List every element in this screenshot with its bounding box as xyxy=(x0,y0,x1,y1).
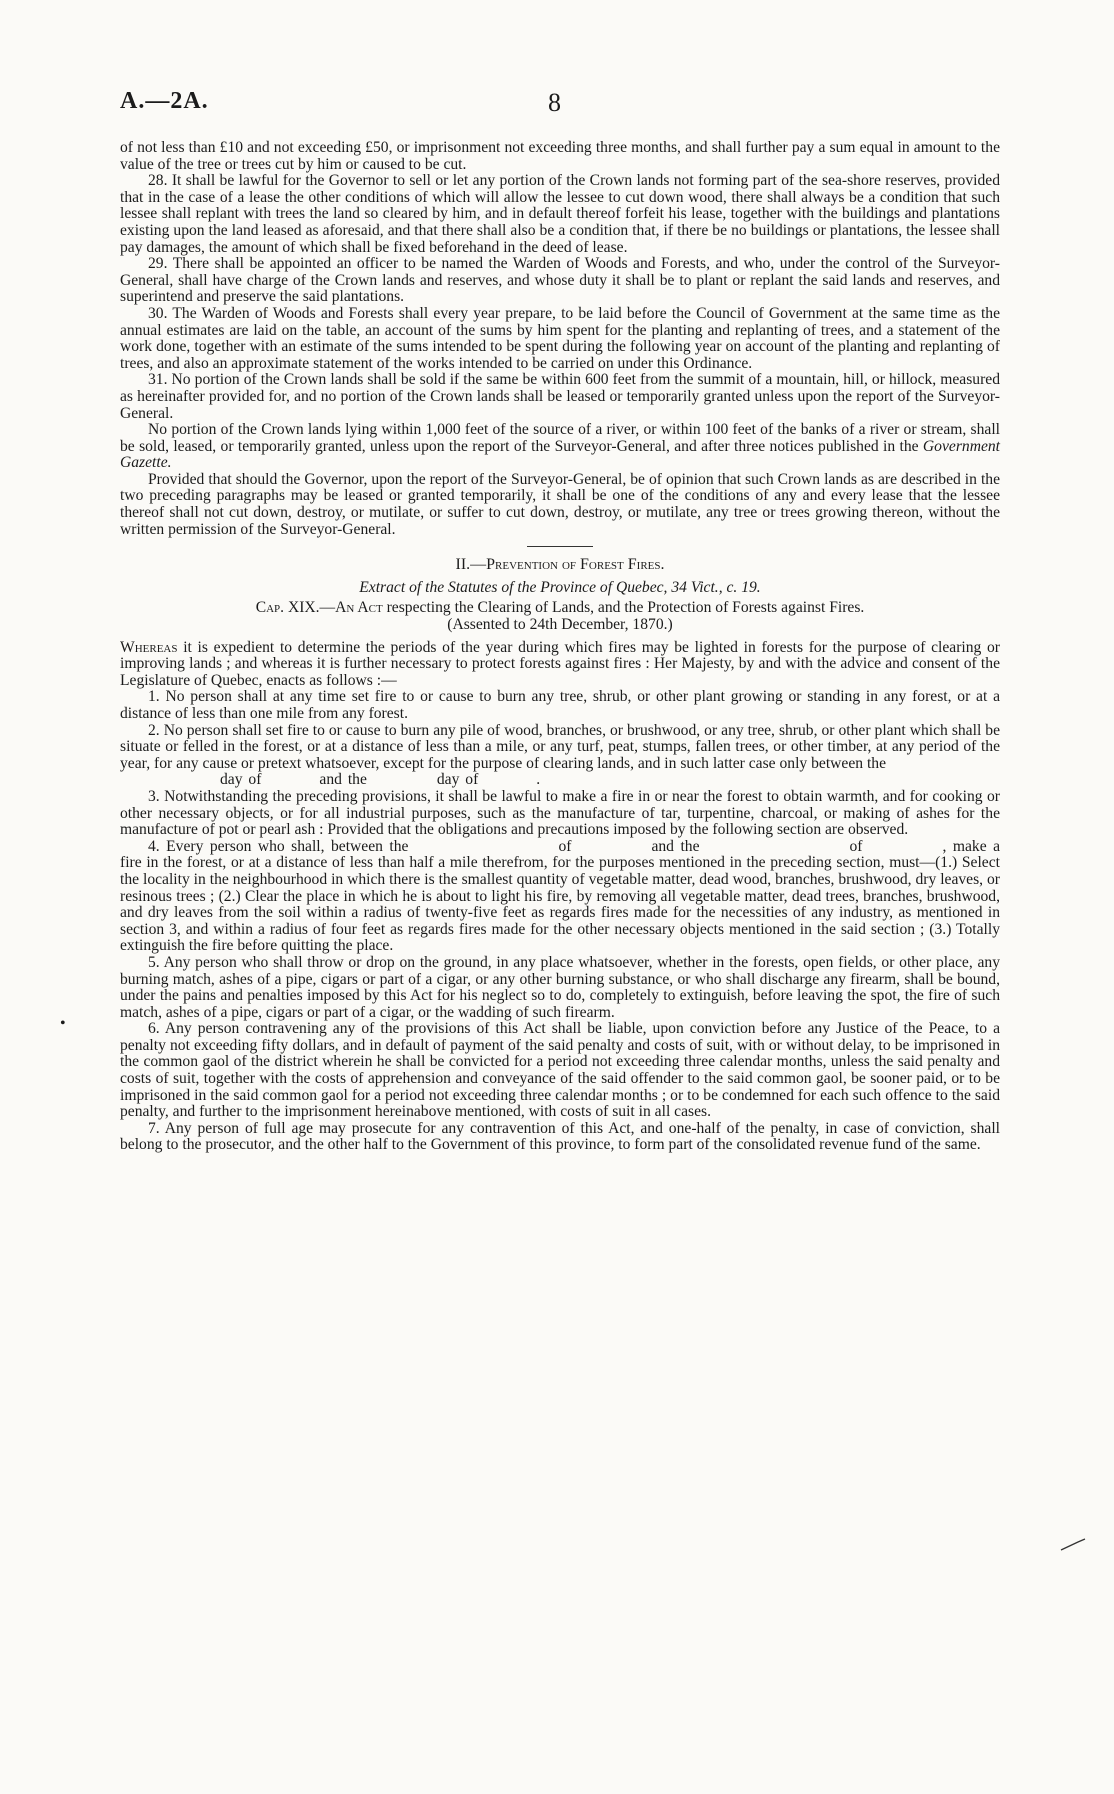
margin-dot: • xyxy=(60,1015,66,1032)
act-section-2-dates xyxy=(120,772,1000,789)
act-section-3: 3. Notwithstanding the preceding provisions, it shall be lawful to make a fire in or near the forest to obtain warmth, and for cooking or other necessary objects, or for all industrial purposes, such as the manufacture of tar, turpentine, charcoal, or making of ashes for the manufacture of pot or pearl ash : Provided that the obligations and precautions imposed by the following section are observed. xyxy=(120,787,1000,839)
act-section-1: 1. No person shall at any time set fire to or cause to burn any tree, shrub, or other plant growing or standing in any forest, or at a distance of less than one mile from any forest. xyxy=(120,688,1000,722)
document-reference: A.—2A. xyxy=(120,88,209,114)
section-28: 28. It shall be lawful for the Governor to sell or let any portion of the Crown lands not forming part of the sea-shore reserves, provided that in the case of a lease the other conditions of which will allow the lessee to cut down wood, there shall always be a condition that such lessee shall replant with trees the land so cleared by him, and in default thereof forfeit his lease, together with the buildings and plantations existing upon the land leased as aforesaid, and that there shall also be a condition that, if there be no buildings or plantations, the lessee shall pay damages, the amount of which shall be fixed beforehand in the deed of lease. xyxy=(120,172,1000,256)
blank-day-of-1: day of xyxy=(220,771,262,789)
margin-pencil-mark xyxy=(1060,1538,1086,1552)
preamble xyxy=(120,640,1000,690)
chapter-title-text: respecting the Clearing of Lands, and the Protection of Forests against Fires. xyxy=(382,599,865,617)
section-30: 30. The Warden of Woods and Forests shall every year prepare, to be laid before the Council of Government at the same time as the annual estimates are laid on the table, an account of the sums by him spent for the planting and replanting of trees, and a statement of the work done, together with an estimate of the sums intended to be spent during the following year on account of the planting and replanting of trees, and also an approximate statement of the works intended to be carried on under this Ordinance. xyxy=(120,304,1000,372)
act-section-4-of-2: of xyxy=(849,837,863,855)
act-section-4-rest: , make a fire in the forest, or at a distance of less than half a mile therefrom, for the purposes mentioned in the preceding section, must—(1.) Select the locality in the neighbourhood in which there is the smallest quantity of vegetable matter, dead wood, branches, brushwood, dry leaves, or resinous trees ; (2.) Clear the place in which he is about to light his fire, by removing all vegetable matter, dead trees, branches, brushwood, and dry leaves from the soil within a radius of twenty-five feet as regards fires made for the necessities of any industry, as mentioned in section 3, and within a radius of four feet as regards fires made for the other necessary objects mentioned in the said section ; (3.) Totally extinguish the fire before quitting the place. xyxy=(120,837,1001,955)
page-header xyxy=(120,88,1000,122)
section-29: 29. There shall be appointed an officer to be named the Warden of Woods and Forests, and who, under the control of the Surveyor-General, shall have charge of the Crown lands and reserves, and whose duty it shall be to plant or replant the said lands and reserves, and superintend and preserve the said plantations. xyxy=(120,255,1000,306)
chapter-prefix: Cap. XIX.—An Act xyxy=(255,599,383,617)
section-31-proviso: Provided that should the Governor, upon the report of the Surveyor-General, be of opinion that such Crown lands as are described in the two preceding paragraphs may be leased or granted temporarily, it shall be one of the conditions of any and every lease that the lessee thereof shall not cut down, destroy, or mutilate, or suffer to cut down, destroy, or mutilate, any tree or trees growing thereon, without the written permission of the Surveyor-General. xyxy=(120,470,1000,538)
act-section-5: 5. Any person who shall throw or drop on the ground, in any place whatsoever, whether in the forests, open fields, or other place, any burning match, ashes of a pipe, cigars or part of a cigar, or any other burning substance, or who shall discharge any firearm, shall be bound, under the pains and penalties imposed by this Act for his neglect so to do, completely to extinguish, before leaving the spot, the fire of such match, ashes of a pipe, cigars or part of a cigar, or the wadding of such firearm. xyxy=(120,953,1000,1021)
act-section-4-of-1: of xyxy=(558,837,572,855)
blank-day-of-2: day of xyxy=(436,771,479,789)
statute-extract-title: Extract of the Statutes of the Province of Quebec, 34 Vict., c. 19. xyxy=(359,578,761,596)
blank-and-the: and the xyxy=(319,771,367,789)
preamble-whereas: Whereas xyxy=(120,638,178,656)
blank-period: . xyxy=(536,771,541,789)
section-31-paragraph-2 xyxy=(120,422,1000,472)
section-31: 31. No portion of the Crown lands shall be sold if the same be within 600 feet from the summit of a mountain, hill, or hillock, measured as hereinafter provided for, and no portion of the Crown lands shall be leased or temporarily granted unless upon the report of the Surveyor-General. xyxy=(120,371,1000,422)
act-section-4-start: 4. Every person who shall, between the xyxy=(148,837,409,855)
part-heading: II.—Prevention of Forest Fires. xyxy=(455,556,665,574)
assent-date: (Assented to 24th December, 1870.) xyxy=(447,616,673,634)
act-section-4 xyxy=(120,839,1000,955)
act-section-4-and-the: and the xyxy=(651,837,700,855)
chapter-title xyxy=(120,600,1000,617)
page-number: 8 xyxy=(548,88,561,117)
act-section-6: 6. Any person contravening any of the provisions of this Act shall be liable, upon conviction before any Justice of the Peace, to a penalty not exceeding fifty dollars, and in default of payment of the said penalty and costs of suit, with or without delay, to be imprisoned in the common gaol of the district wherein he shall be convicted for a period not exceeding three calendar months, unless the said penalty and costs of suit, together with the costs of apprehension and conveyance of the said offender to the said common gaol, be sooner paid, or to be imprisoned in the said common gaol for a period not exceeding three calendar months ; or to be condemned for each such offence to the said penalty, and further to the imprisonment hereinabove mentioned, with costs of suit in all cases. xyxy=(120,1020,1000,1121)
government-gazette-ref: Government Gazette. xyxy=(120,437,1000,472)
section-31-paragraph-2-text: No portion of the Crown lands lying within 1,000 feet of the source of a river, or within 100 feet of the banks of a river or stream, shall be sold, leased, or temporarily granted, unless upon the report of the Surveyor-General, and after three notices published in the xyxy=(120,421,1000,455)
paragraph-intro: of not less than £10 and not exceeding £50, or imprisonment not exceeding three months, and shall further pay a sum equal in amount to the value of the tree or trees cut by him or caused to be cut. xyxy=(120,139,1000,173)
act-section-7: 7. Any person of full age may prosecute for any contravention of this Act, and one-half of the penalty, in case of conviction, shall belong to the prosecutor, and the other half to the Government of this province, to form part of the consolidated revenue fund of the same. xyxy=(120,1119,1000,1154)
preamble-text: it is expedient to determine the periods of the year during which fires may be lighted in forests for the purpose of clearing or improving lands ; and whereas it is further necessary to protect forests against fires : Her Majesty, by and with the advice and consent of the Legislature of Quebec, enacts as follows :— xyxy=(120,638,1000,689)
act-section-2: 2. No person shall set fire to or cause to burn any pile of wood, branches, or brushwood, or any tree, shrub, or other plant which shall be situate or felled in the forest, or at a distance of less than a mile, or any turf, peat, stumps, fallen trees, or other timber, at any period of the year, for any cause or pretext whatsoever, except for the purpose of clearing lands, and in such latter case only between the xyxy=(120,721,1000,772)
section-divider xyxy=(527,546,593,547)
document-body xyxy=(120,140,1000,1154)
